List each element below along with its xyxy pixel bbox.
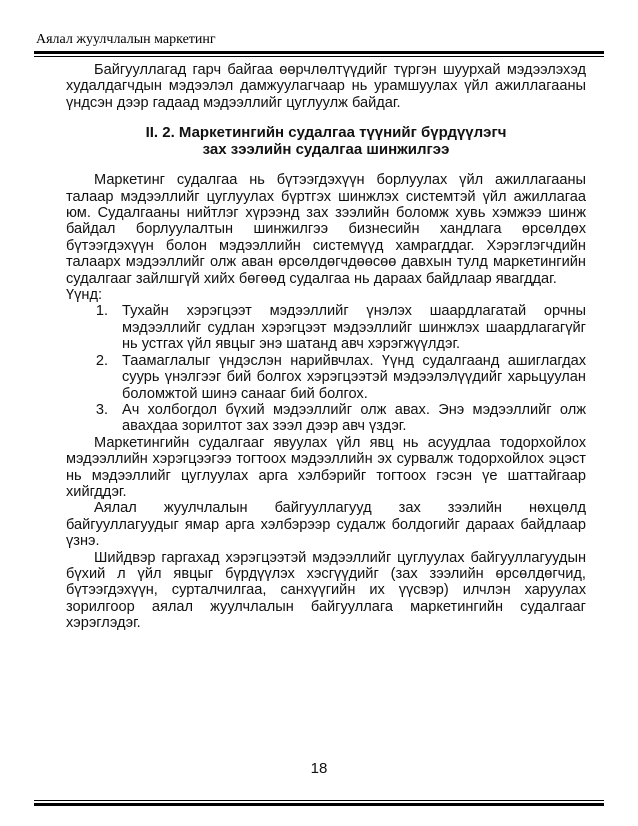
paragraph-3: Аялал жуулчлалын байгууллагууд зах зээлийн нөхцөлд байгууллагуудыг ямар арга хэлбэрээр судалж болдогийг дараах байдлаар үзнэ. xyxy=(66,500,586,550)
paragraph-1: Маркетинг судалгаа нь бүтээгдэхүүн борлуулах үйл ажиллагааны талаар мэдээллийг цуглуулах бүртгэх шинжлэх системтэй үйл ажиллагаа юм. Судалгааны нийтлэг хүрээнд зах зээлийн боломж хувь хэмжээ шинж байдал борлуулалтын шинжилгээ бизнесийн хандлага өрсөлдөх бүтээгдэхүүн болон мэдээллийн системүүд хамрагддаг. Хэрэглэгчдийн талаарх мэдээллийг олж аван өрсөлдөгчдөөсөө давхын тулд маркетингийн судалгааг зайлшгүй хийх бөгөөд судалгаа нь дараах байдлаар явагддаг. xyxy=(66,172,586,287)
list-item-number: 1. xyxy=(95,303,108,320)
section-title xyxy=(66,124,586,158)
list-item-number: 3. xyxy=(95,401,108,418)
intro-paragraph: Байгууллагад гарч байгаа өөрчлөлтүүдийг түргэн шуурхай мэдээлэхэд худалдагчдын мэдээлэл дамжуулагчаар нь урамшуулах үйл ажиллагааны үндсэн дээр гадаад мэдээллийг цуглуулж байдаг. xyxy=(66,62,586,111)
section-title-line-2: зах зээлийн судалгаа шинжилгээ xyxy=(202,141,450,159)
list-item-text: Тухайн хэрэгцээт мэдээллийг үнэлэх шаардлагатай орчны мэдээллийг судлан хэрэгцээт мэдээллийг шинжлэх шаардлагагүйг нь устгах үйл явцыг энэ шатанд авч хэрэгжүүлдэг. xyxy=(122,303,586,353)
list-item xyxy=(66,353,586,402)
list-item xyxy=(66,402,586,435)
list-item-text: Таамаглалыг үндэслэн нарийвчлах. Үүнд судалгаанд ашиглагдах суурь үнэлгээг бий болгох хэрэгцээтэй мэдээлэлүүдийг харьцуулан боломжтой шинэ санааг бий болгох. xyxy=(122,352,586,402)
list-item xyxy=(66,303,586,352)
list-item-text: Ач холбогдол бүхий мэдээллийг олж авах. Энэ мэдээллийг олж авахдаа зорилтот зах зээл дээр авч үздэг. xyxy=(122,401,586,435)
paragraph-4: Шийдвэр гаргахад хэрэгцээтэй мэдээллийг цуглуулах байгууллагуудын бүхий л үйл явцыг бүрдүүлэх хэсгүүдийг (зах зээлийн өрсөлдөгчид, бүтээгдэхүүн, сурталчилгаа, санхүүгийн их үүсвэр) илчлэн харуулах зорилгоор аялал жуулчлалын байгууллага маркетингийн судалгааг хэрэглэдэг. xyxy=(66,549,586,632)
paragraph-2: Маркетингийн судалгааг явуулах үйл явц нь асуудлаа тодорхойлох мэдээллийн хэрэгцээгээ тогтоох мэдээллийн эх сурвалж тодорхойлох эцэст нь мэдээллийг цуглуулах арга хэлбэрийг тогтоох гэсэн үе шаттайгаар хийгддэг. xyxy=(66,434,586,500)
header-rule-thick xyxy=(34,51,604,54)
running-header: Аялал жуулчлалын маркетинг xyxy=(36,32,216,47)
header-rule-thin xyxy=(34,56,604,57)
page-body xyxy=(66,62,586,632)
footer-rule-thin xyxy=(34,800,604,801)
section-title-line-1: II. 2. Маркетингийн судалгаа түүнийг бүрдүүлэгч xyxy=(145,124,507,142)
footer-rule-thick xyxy=(34,803,604,806)
page-number: 18 xyxy=(310,760,328,777)
list-item-number: 2. xyxy=(95,352,108,369)
numbered-list xyxy=(66,303,586,434)
list-intro: Үүнд: xyxy=(66,287,103,304)
